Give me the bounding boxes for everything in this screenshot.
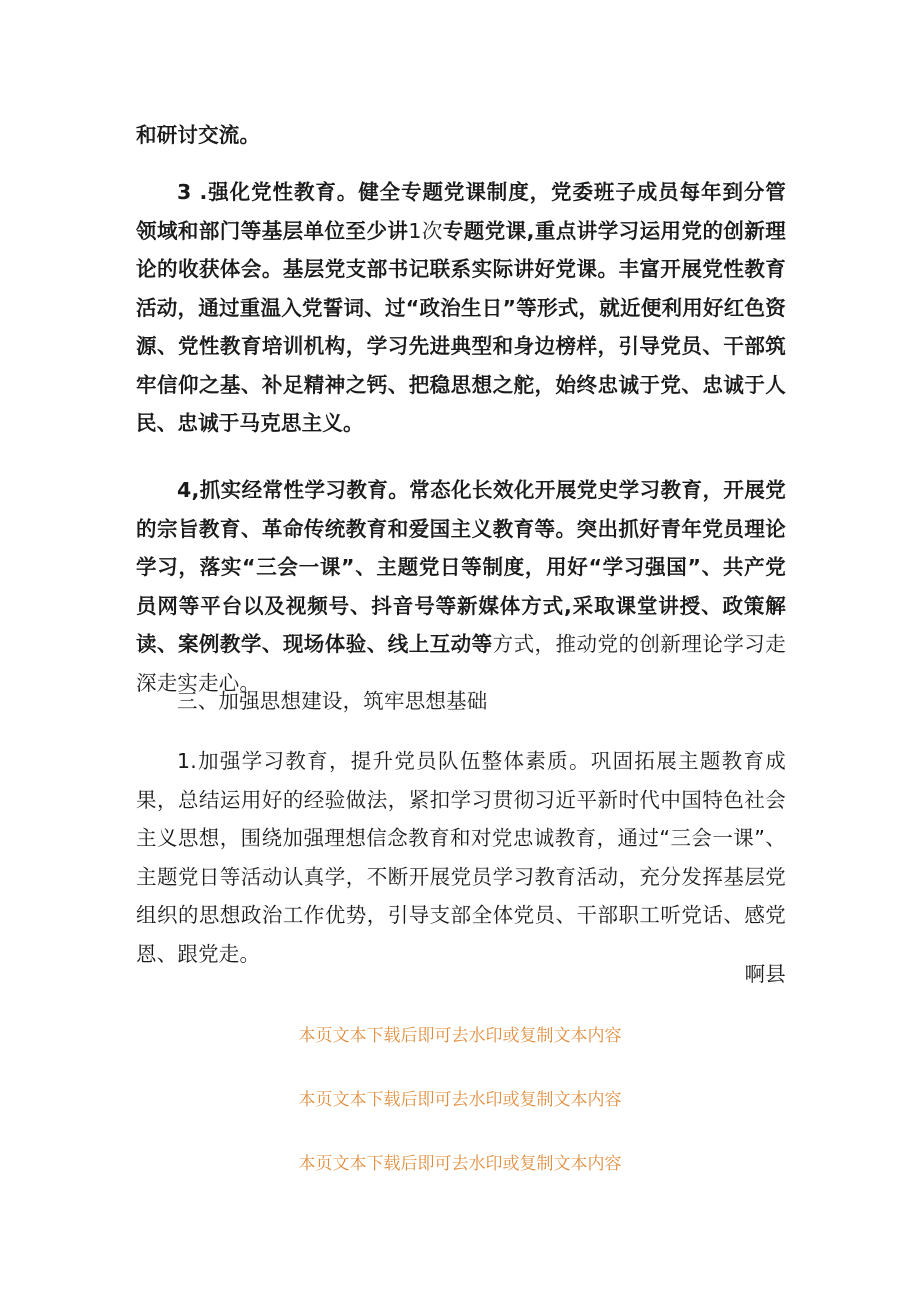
paragraph-party-spirit-education <box>136 173 786 443</box>
paragraph-text: 和研讨交流。 <box>136 123 261 147</box>
section-heading-text: 三、加强思想建设，筑牢思想基础 <box>177 689 488 713</box>
paragraph-continuation <box>136 116 786 155</box>
paragraph-text-normal: 方式，推动党的创新理论学习走深走实走心。 <box>136 632 786 695</box>
paragraph-regular-study-education <box>136 471 786 702</box>
paragraph-text-bold-b: 专题党课,重点讲学习运用党的创新理论的收获体会。基层党支部书记联系实际讲好党课。丰富开展党性教育活动，通过重温入党誓词、过“政治生日”等形式，就近便利用好红色资源、党性教育培训机构，学习先进典型和身边榜样，引导党员、干部筑牢信仰之基、补足精神之钙、把稳思想之舵，始终忠诚于党、忠诚于人民、忠诚于马克思主义。 <box>136 218 786 435</box>
watermark-notice <box>0 1024 920 1048</box>
watermark-text: 本页文本下载后即可去水印或复制文本内容 <box>298 1090 622 1110</box>
watermark-notice <box>0 1088 920 1112</box>
signature-line <box>136 955 786 994</box>
paragraph-text-normal: 1次 <box>408 218 443 243</box>
paragraph-text: 1.加强学习教育，提升党员队伍整体素质。巩固拓展主题教育成果，总结运用好的经验做法，紧扣学习贯彻习近平新时代中国特色社会主义思想，围绕加强理想信念教育和对党忠诚教育，通过“三会一课”、主题党日等活动认真学，不断开展党员学习教育活动，充分发挥基层党组织的思想政治工作优势，引导支部全体党员、干部职工听党话、感党恩、跟党走。 <box>136 749 786 966</box>
section-heading <box>136 682 786 721</box>
watermark-text: 本页文本下载后即可去水印或复制文本内容 <box>298 1154 622 1174</box>
watermark-notice <box>0 1152 920 1176</box>
signature-text: 啊县 <box>744 962 786 986</box>
watermark-text: 本页文本下载后即可去水印或复制文本内容 <box>298 1026 622 1046</box>
paragraph-text-bold-a: 3 .强化党性教育。健全专题党课制度，党委班子成员每年到分管领域和部门等基层单位至少讲 <box>136 180 786 243</box>
paragraph-text-bold: 4,抓实经常性学习教育。常态化长效化开展党史学习教育，开展党的宗旨教育、革命传统教育和爱国主义教育等。突出抓好青年党员理论学习，落实“三会一课”、主题党日等制度，用好“学习强国”、共产党员网等平台以及视频号、抖音号等新媒体方式,采取课堂讲授、政策解读、案例教学、现场体验、线上互动等 <box>136 478 786 656</box>
paragraph-strengthen-learning <box>136 742 786 973</box>
